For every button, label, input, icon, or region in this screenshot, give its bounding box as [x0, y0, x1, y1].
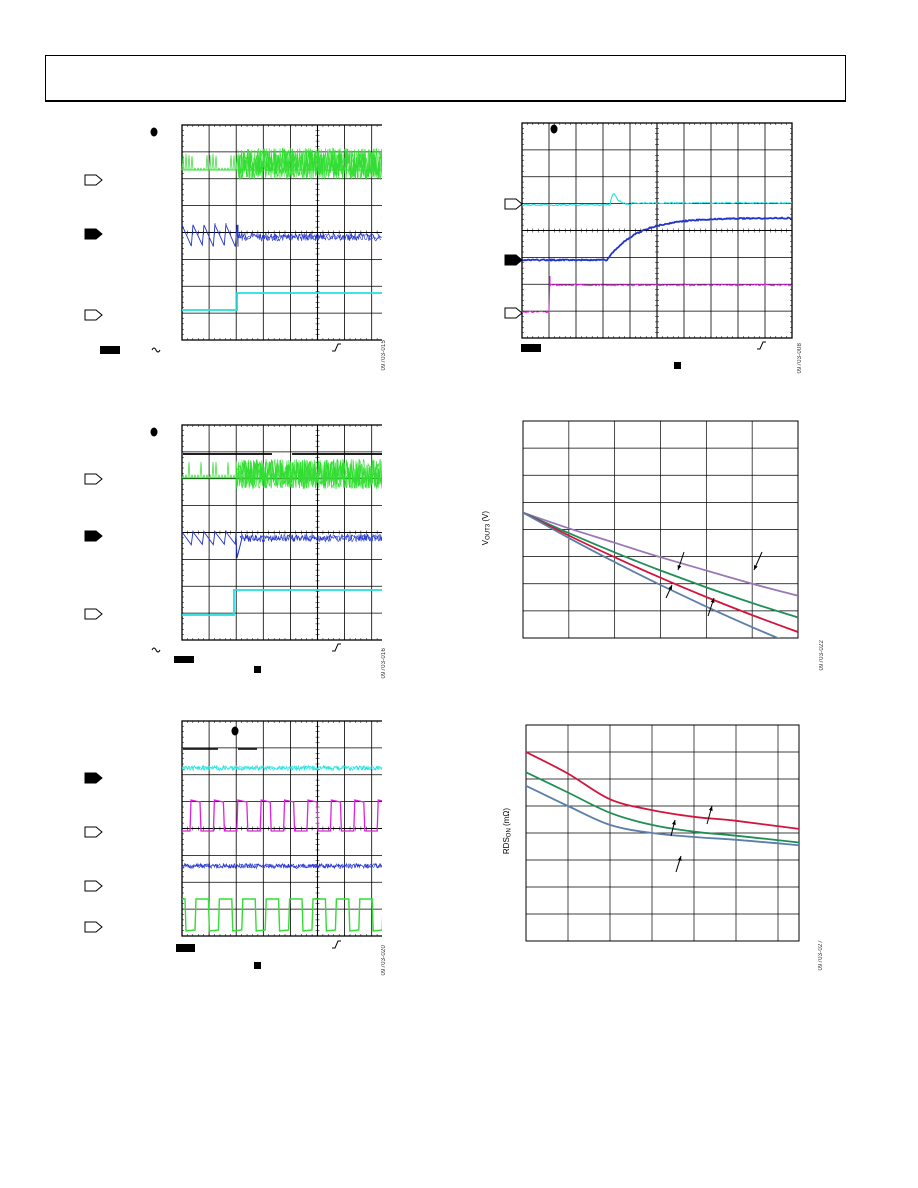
chart-vout3 — [522, 420, 802, 642]
trigger-edge-icon — [332, 644, 341, 651]
scope-capture-2 — [82, 420, 382, 675]
figure-id: 09703-027 — [818, 940, 824, 971]
scope-capture-3 — [82, 716, 382, 976]
trigger-edge-icon — [757, 342, 766, 349]
tilde-icon — [152, 348, 160, 352]
channel-marker — [505, 308, 522, 318]
channel-marker — [505, 199, 522, 209]
channel-marker — [85, 531, 102, 541]
channel-marker — [505, 255, 522, 265]
trigger-edge-icon — [332, 344, 341, 351]
figure-id: 09703-020 — [381, 945, 387, 976]
chart-plot-area — [526, 725, 799, 941]
channel-indicator — [254, 962, 261, 969]
trigger-marker — [151, 128, 158, 137]
channel-indicator — [254, 666, 261, 673]
chart-rdson-ylabel: $RDS_{ON}$ (mΩ) — [502, 808, 513, 855]
figure-id: 09703-022 — [819, 640, 825, 671]
trigger-marker — [151, 428, 158, 437]
trigger-marker — [551, 125, 558, 134]
channel-marker — [85, 609, 102, 619]
trigger-edge-icon — [332, 941, 341, 948]
scope-grid — [182, 425, 382, 640]
scope-readout-box — [176, 944, 195, 952]
channel-marker — [85, 827, 102, 837]
scope-capture-1 — [82, 120, 382, 360]
chart-rdson — [525, 724, 802, 944]
scope-readout-box — [174, 656, 194, 663]
scope-capture-4 — [502, 118, 802, 370]
channel-marker — [85, 881, 102, 891]
channel-marker — [85, 229, 102, 239]
scope-readout-box — [100, 346, 120, 354]
tilde-icon — [152, 648, 160, 652]
channel-marker — [85, 922, 102, 932]
figure-id: 09703-015 — [381, 340, 387, 371]
channel-indicator — [674, 362, 681, 369]
figure-id: 09703-016 — [381, 648, 387, 679]
chart-vout3-ylabel: $V_{OUT3}$ (V) — [481, 511, 492, 546]
scope-grid — [522, 123, 792, 338]
figure-id: 09703-008 — [797, 343, 803, 374]
scope-grid — [182, 721, 382, 936]
channel-marker — [85, 175, 102, 185]
channel-marker — [85, 773, 102, 783]
trigger-marker — [232, 727, 239, 736]
channel-marker — [85, 474, 102, 484]
scope-readout-box — [521, 344, 541, 352]
channel-marker — [85, 310, 102, 320]
chart-plot-area — [523, 421, 798, 642]
page-header-box — [45, 55, 846, 102]
